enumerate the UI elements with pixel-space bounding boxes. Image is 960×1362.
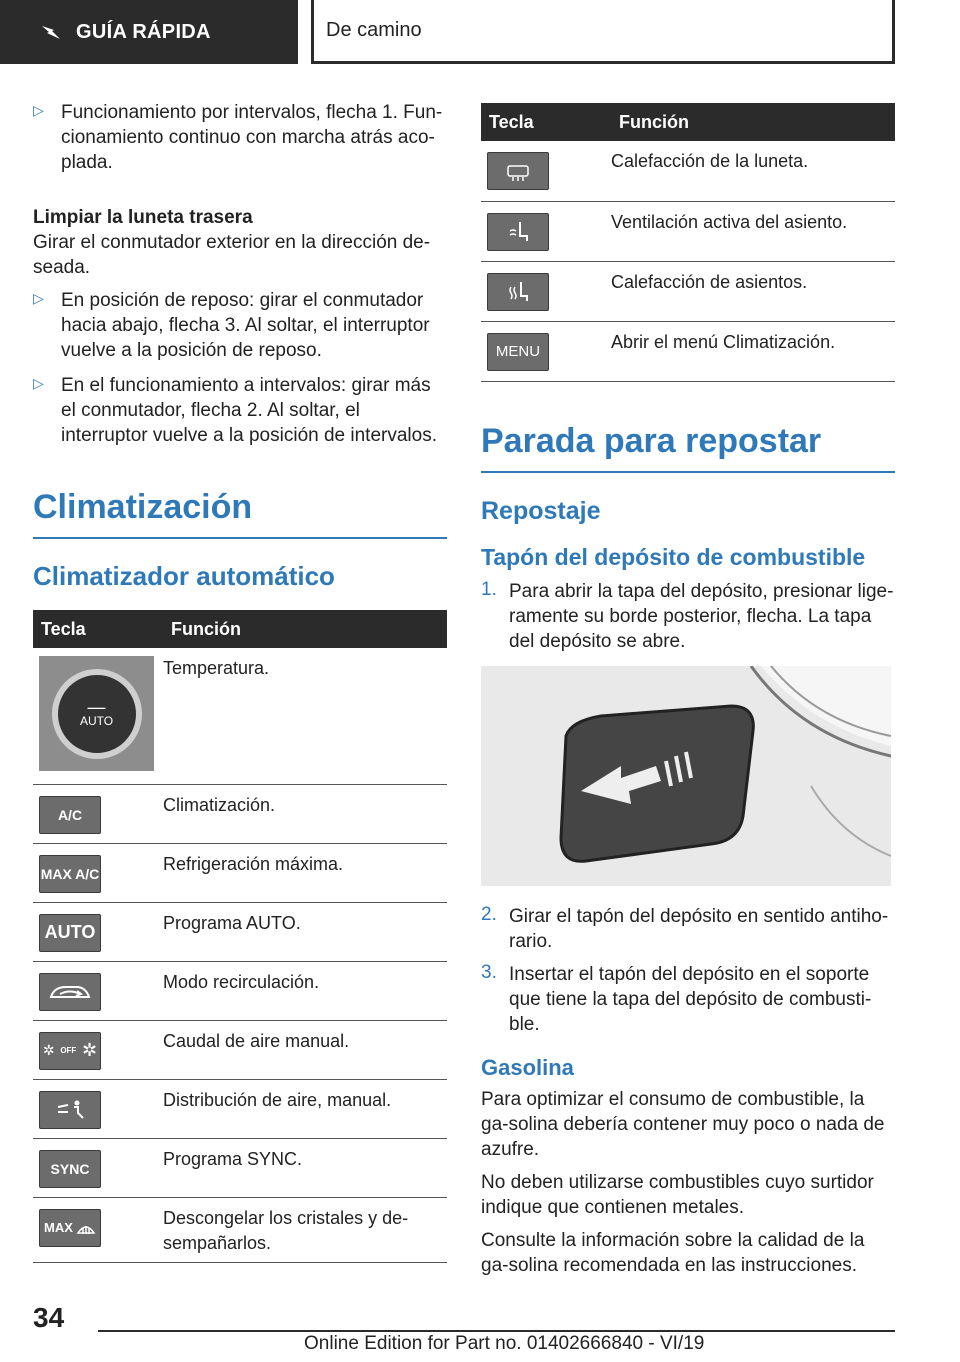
- table-row: [33, 1197, 447, 1262]
- step-item: [481, 579, 895, 654]
- function-text: Caudal de aire manual.: [163, 1020, 447, 1079]
- right-column: [481, 103, 895, 1278]
- auto-key[interactable]: AUTO: [39, 914, 101, 952]
- function-text: Programa AUTO.: [163, 902, 447, 961]
- left-column: [33, 100, 447, 1263]
- gasoline-paragraph: Para optimizar el consumo de combustible, la ga-solina debería contener muy poco o nada de azufre.: [481, 1088, 885, 1160]
- seat-ventilation-key[interactable]: [487, 213, 549, 251]
- menu-key[interactable]: MENU: [487, 333, 549, 371]
- table-row: [33, 1138, 447, 1197]
- table-row: [33, 843, 447, 902]
- bullet-text: En posición de reposo: girar el conmutador hacia abajo, flecha 3. Al soltar, el interruptor vuelve a la posición de reposo.: [61, 290, 430, 361]
- function-text: Modo recirculación.: [163, 961, 447, 1020]
- windshield-defrost-icon: [76, 1219, 96, 1237]
- page-number: 34: [33, 1302, 65, 1333]
- rear-wiper-text: Girar el conmutador exterior en la dirección de-seada.: [33, 232, 431, 278]
- col-header-key: Tecla: [481, 103, 611, 141]
- max-ac-key[interactable]: MAX A/C: [39, 855, 101, 893]
- step-number: 1.: [481, 578, 497, 600]
- gasoline-paragraph: Consulte la información sobre la calidad de la ga-solina recomendada en las instrucciones.: [481, 1229, 865, 1276]
- triangle-bullet-icon: ▷: [33, 290, 44, 306]
- temperature-dial-image: — AUTO: [39, 656, 154, 771]
- step-number: 2.: [481, 903, 497, 925]
- page-header: [0, 0, 960, 66]
- function-text: Ventilación activa del asiento.: [611, 201, 895, 261]
- bullet-text: En el funcionamiento a intervalos: girar más el conmutador, flecha 2. Al soltar, el interruptor vuelve a la posición de intervalos.: [61, 375, 437, 446]
- topic-heading: Tapón del depósito de combustible: [481, 543, 866, 570]
- function-text: Climatización.: [163, 784, 447, 843]
- rear-window-heating-key[interactable]: [487, 152, 549, 190]
- lightning-icon: [40, 23, 62, 41]
- function-text: Refrigeración máxima.: [163, 843, 447, 902]
- step-item: [481, 904, 895, 954]
- footer-divider: [98, 1330, 895, 1332]
- fan-speed-key[interactable]: [39, 1032, 101, 1070]
- air-distribution-icon: [52, 1098, 88, 1122]
- ac-key[interactable]: A/C: [39, 796, 101, 834]
- bullet-item: [33, 288, 447, 363]
- table-row: [33, 961, 447, 1020]
- table-row: [33, 648, 447, 784]
- function-text: Distribución de aire, manual.: [163, 1079, 447, 1138]
- triangle-bullet-icon: ▷: [33, 375, 44, 391]
- col-header-function: Función: [163, 610, 447, 648]
- quick-guide-label: GUÍA RÁPIDA: [76, 20, 211, 43]
- table-row: [33, 902, 447, 961]
- recirculation-icon: [48, 981, 92, 1003]
- function-text: Abrir el menú Climatización.: [611, 321, 895, 381]
- table-row: [33, 1020, 447, 1079]
- bullet-item: [33, 373, 447, 448]
- step-text: Girar el tapón del depósito en sentido antiho-rario.: [509, 905, 889, 952]
- fuel-flap-illustration: [481, 666, 891, 886]
- table-row: [481, 201, 895, 261]
- sync-key[interactable]: SYNC: [39, 1150, 101, 1188]
- bullet-item: [33, 100, 447, 175]
- fan-off-label: OFF: [60, 1046, 77, 1055]
- fan-icon: ✲: [82, 1040, 98, 1060]
- fuel-flap-image: [481, 666, 891, 886]
- step-item: [481, 962, 895, 1037]
- function-text: Temperatura.: [163, 648, 447, 784]
- seat-heating-key[interactable]: [487, 273, 549, 311]
- section-heading: Parada para repostar: [481, 422, 895, 473]
- function-text: Calefacción de asientos.: [611, 261, 895, 321]
- quick-guide-tab[interactable]: [0, 0, 298, 64]
- max-defrost-label: MAX: [44, 1220, 73, 1235]
- seat-ventilation-icon: [505, 219, 531, 245]
- subsection-heading: Repostaje: [481, 496, 601, 525]
- rear-wiper-title: Limpiar la luneta trasera: [33, 207, 253, 228]
- step-number: 3.: [481, 961, 497, 983]
- seat-heating-icon: [505, 279, 531, 305]
- bullet-text: Funcionamiento por intervalos, flecha 1. Fun-cionamiento continuo con marcha atrás aco-plada.: [61, 102, 443, 173]
- fan-off-icon: ✲: [42, 1042, 55, 1058]
- climate-keys-table: [33, 610, 447, 1263]
- max-defrost-key[interactable]: [39, 1209, 101, 1247]
- table-row: [33, 1079, 447, 1138]
- step-text: Insertar el tapón del depósito en el soporte que tiene la tapa del depósito de combusti-ble.: [509, 963, 872, 1035]
- function-text: Calefacción de la luneta.: [611, 141, 895, 201]
- recirculation-key[interactable]: [39, 973, 101, 1011]
- dial-auto-label: AUTO: [79, 713, 114, 728]
- function-text: Programa SYNC.: [163, 1138, 447, 1197]
- section-title: [311, 0, 895, 64]
- function-text: Descongelar los cristales y de-sempañarlos.: [163, 1197, 447, 1262]
- section-heading: Climatización: [33, 488, 447, 539]
- edition-text: Online Edition for Part no. 01402666840 - VI/19: [304, 1333, 705, 1354]
- section-label: De camino: [326, 19, 422, 41]
- step-text: Para abrir la tapa del depósito, presionar lige-ramente su borde posterior, flecha. La tapa del depósito se abre.: [509, 580, 894, 652]
- table-row: [481, 321, 895, 381]
- table-row: [481, 261, 895, 321]
- col-header-key: Tecla: [33, 610, 163, 648]
- col-header-function: Función: [611, 103, 895, 141]
- table-row: [33, 784, 447, 843]
- table-row: [481, 141, 895, 201]
- triangle-bullet-icon: ▷: [33, 102, 44, 118]
- gasoline-paragraph: No deben utilizarse combustibles cuyo surtidor indique que contienen metales.: [481, 1171, 874, 1218]
- gasoline-heading: Gasolina: [481, 1054, 574, 1080]
- climate-keys-table-continued: [481, 103, 895, 382]
- rear-window-heating-icon: [505, 160, 531, 182]
- air-distribution-key[interactable]: [39, 1091, 101, 1129]
- subsection-heading: Climatizador automático: [33, 561, 335, 591]
